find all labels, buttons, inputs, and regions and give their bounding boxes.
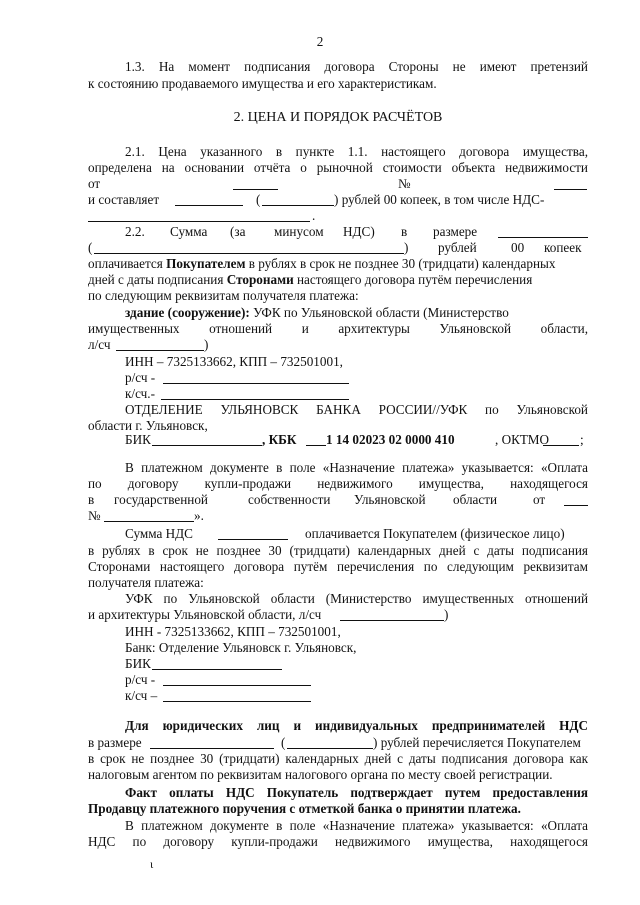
vat-phys-line-5: УФК по Ульяновской области (Министерство имущественных отношений	[125, 591, 588, 606]
clause-2-2-line-5: по следующим реквизитам получателя платежа:	[88, 288, 359, 303]
fact-line-1: Факт оплаты НДС Покупатель подтверждает путем предоставления	[125, 785, 588, 800]
t: в рублях в срок не позднее 30 (тридцати) календарных	[245, 256, 556, 271]
zero: 00	[511, 240, 525, 255]
parties-bold: Сторонами	[226, 272, 294, 287]
oktmo-label: , ОКТМО	[495, 432, 550, 447]
inn-kpp-1: ИНН – 7325133662, КПП – 732501001,	[125, 354, 343, 369]
report-number-label: №	[398, 176, 411, 191]
paren-open: (	[256, 192, 261, 207]
clause-2-2-line-3	[88, 256, 555, 272]
amount-label: и составляет	[88, 192, 160, 207]
rs-label: р/сч -	[125, 370, 156, 385]
bank-2: Банк: Отделение Ульяновск г. Ульяновск,	[125, 640, 357, 655]
purpose-1-line-3	[88, 492, 588, 508]
t: Сумма НДС	[125, 526, 193, 541]
sum-words-blank[interactable]	[94, 242, 404, 254]
t: УФК по Ульяновской области (Министерство	[249, 305, 509, 320]
t: и архитектуры Ульяновской области, л/сч	[88, 607, 322, 622]
footer-mark: ι	[150, 857, 154, 871]
w4: НДС)	[343, 224, 375, 239]
num-label: №	[88, 508, 101, 523]
report-date-blank[interactable]	[233, 178, 278, 190]
page-number: 2	[316, 34, 324, 49]
purpose-1-line-4	[88, 508, 228, 524]
vat-legal-line-1: Для юридических лиц и индивидуальных предпринимателей НДС	[125, 718, 588, 733]
w: государственной	[114, 492, 208, 507]
w6: размере	[433, 224, 478, 239]
clause-2-1-line-1: 2.1. Цена указанного в пункте 1.1. настоящего договора имущества,	[125, 144, 588, 159]
sum-blank[interactable]	[498, 226, 588, 238]
rs-line-1	[125, 370, 365, 386]
w5: в	[401, 224, 408, 239]
w: Ульяновской	[354, 492, 426, 507]
bik-blank[interactable]	[152, 434, 262, 446]
bik-blank-2[interactable]	[152, 658, 282, 670]
vat-phys-line-2: в рублях в срок не позднее 30 (тридцати) календарных дней с даты подписания	[88, 543, 588, 558]
ls-label: л/сч	[88, 337, 111, 352]
vat-legal-line-3: в срок не позднее 30 (тридцати) календарных дней с даты подписания договора как	[88, 751, 588, 766]
w: в	[88, 492, 95, 507]
bik-line-2	[125, 656, 365, 672]
inn-kpp-2: ИНН - 7325133662, КПП – 732501001,	[125, 624, 341, 639]
price-blank[interactable]	[175, 194, 243, 206]
kbk-blank[interactable]	[306, 434, 326, 446]
t: в размере	[88, 735, 142, 750]
ks-label: к/сч.-	[125, 386, 155, 401]
vat-phys-line-1	[125, 526, 588, 542]
rs-blank[interactable]	[163, 372, 349, 384]
ks-line-2	[125, 688, 365, 704]
clause-1-3-line-2: к состоянию продаваемого имущества и его характеристикам.	[88, 76, 437, 91]
paren-close: )	[404, 240, 409, 255]
clause-2-1-line-2: определена на основании отчёта о рыночной стоимости объекта недвижимости	[88, 160, 588, 175]
paren-open: (	[281, 735, 286, 750]
t: оплачивается	[88, 256, 167, 271]
t: дней с даты подписания	[88, 272, 227, 287]
vat-ls-blank[interactable]	[340, 609, 444, 621]
ks-blank-2[interactable]	[163, 690, 311, 702]
bank-line-2: области г. Ульяновск,	[88, 418, 208, 433]
purpose-1-line-2: по договору купли-продажи недвижимого имущества, находящегося	[88, 476, 588, 491]
kbk-value: 1 14 02023 02 0000 410	[326, 432, 455, 447]
purpose-2-line-2: НДС по договору купли-продажи недвижимого имущества, находящегося	[88, 834, 588, 849]
building-requisites-line-1	[125, 305, 509, 321]
bik-kbk-line	[125, 432, 588, 448]
vat-legal-line-4: налоговым агентом по реквизитам налогового органа по месту своей регистрации.	[88, 767, 553, 782]
clause-2-2-line-2	[88, 240, 588, 256]
fact-line-2: Продавцу платежного поручения с отметкой банка о принятии платежа.	[88, 801, 521, 816]
kop: копеек	[544, 240, 582, 255]
date-from-label: от	[88, 176, 101, 191]
bik-label: БИК	[125, 432, 151, 447]
clause-num: 2.2.	[125, 224, 145, 239]
w3: минусом	[274, 224, 324, 239]
vat-phys-line-3: Сторонами настоящего договора путём перечисления по следующим реквизитам	[88, 559, 588, 574]
paren-close: )	[444, 607, 449, 622]
ls-blank[interactable]	[116, 339, 204, 351]
rs-line-2	[125, 672, 365, 688]
clause-2-2-line-4	[88, 272, 532, 288]
buyer-bold: Покупателем	[166, 256, 246, 271]
semicolon: ;	[580, 432, 584, 447]
rs-blank-2[interactable]	[163, 674, 311, 686]
building-label: здание (сооружение):	[125, 305, 250, 320]
w: области	[453, 492, 498, 507]
period: .	[312, 208, 316, 223]
ks-blank[interactable]	[161, 388, 349, 400]
t: настоящего договора путём перечисления	[293, 272, 533, 287]
close-quote: ».	[194, 508, 204, 523]
purpose-number-blank[interactable]	[104, 510, 194, 522]
price-words-blank[interactable]	[262, 194, 334, 206]
t: ) рублей перечисляется Покупателем	[373, 735, 581, 750]
oktmo-blank[interactable]	[543, 434, 579, 446]
kbk-label: , КБК	[262, 432, 297, 447]
paren-open: (	[88, 240, 93, 255]
w2: (за	[230, 224, 246, 239]
vat-phys-line-6	[88, 607, 488, 623]
clause-2-1-line-4	[88, 192, 588, 208]
clause-2-1-line-3	[88, 176, 588, 192]
vat-legal-line-2	[88, 735, 588, 751]
purpose-date-blank[interactable]	[564, 494, 588, 506]
purpose-2-line-1: В платежном документе в поле «Назначение платежа» указывается: «Оплата	[125, 818, 588, 833]
report-number-blank[interactable]	[554, 178, 587, 190]
vat-phys-line-4: получателя платежа:	[88, 575, 204, 590]
building-requisites-line-2: имущественных отношений и архитектуры Ульяновской области,	[88, 321, 588, 336]
price-rest-text: ) рублей 00 копеек, в том числе НДС-	[334, 192, 545, 207]
vat-amount-blank[interactable]	[88, 210, 310, 222]
w1: Сумма	[170, 224, 208, 239]
purpose-1-line-1: В платежном документе в поле «Назначение платежа» указывается: «Оплата	[125, 460, 588, 475]
rs-label: р/сч -	[125, 672, 156, 687]
ks-line-1	[125, 386, 365, 402]
clause-1-3-line-1: 1.3. На момент подписания договора Стороны не имеют претензий	[125, 59, 588, 74]
building-requisites-line-3	[88, 337, 288, 353]
rub: рублей	[438, 240, 477, 255]
w: от	[533, 492, 546, 507]
vat-legal-blank[interactable]	[150, 737, 274, 749]
paren-close: )	[204, 337, 209, 352]
t: оплачивается Покупателем (физическое лицо)	[305, 526, 565, 541]
ks-label: к/сч –	[125, 688, 158, 703]
bank-line-1: ОТДЕЛЕНИЕ УЛЬЯНОВСК БАНКА РОССИИ//УФК по Ульяновской	[125, 402, 588, 417]
bik-label: БИК	[125, 656, 151, 671]
w: собственности	[248, 492, 331, 507]
section-2-title: 2. ЦЕНА И ПОРЯДОК РАСЧЁТОВ	[233, 110, 443, 125]
vat-legal-words-blank[interactable]	[287, 737, 373, 749]
vat-phys-blank[interactable]	[218, 528, 288, 540]
